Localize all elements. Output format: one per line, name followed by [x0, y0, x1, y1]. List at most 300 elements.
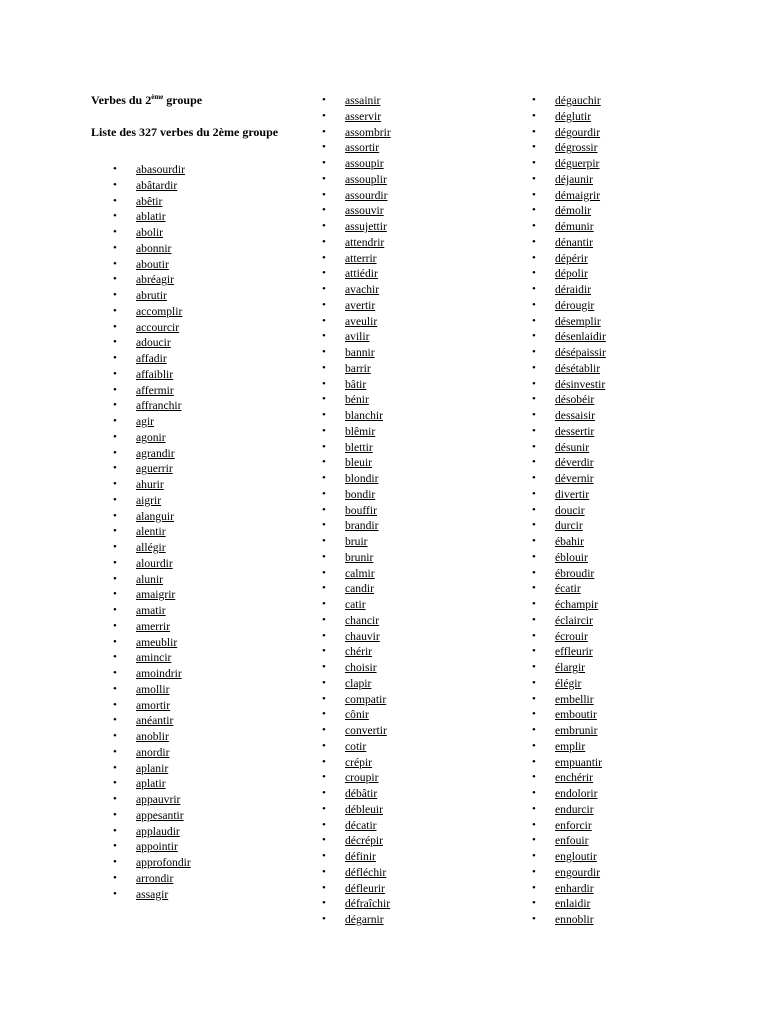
- verb-link[interactable]: désinvestir: [555, 377, 606, 391]
- list-item: [532, 424, 732, 440]
- verb-link[interactable]: candir: [345, 582, 374, 596]
- verb-link[interactable]: abolir: [136, 226, 164, 239]
- verb-link[interactable]: dénantir: [555, 235, 593, 249]
- verb-link[interactable]: dégarnir: [345, 913, 384, 926]
- list-item: [113, 619, 291, 635]
- verb-link[interactable]: anoblir: [136, 730, 169, 743]
- verb-link[interactable]: ablatir: [136, 210, 166, 224]
- verb-link[interactable]: défraîchir: [345, 897, 391, 911]
- verb-link[interactable]: amortir: [136, 698, 171, 712]
- list-item: [322, 644, 522, 660]
- verb-link[interactable]: aguerrir: [136, 462, 173, 476]
- verb-link[interactable]: désétablir: [555, 361, 601, 375]
- verb-link[interactable]: brunir: [345, 550, 374, 564]
- verb-link[interactable]: agrandir: [136, 446, 175, 460]
- list-item: [322, 219, 522, 235]
- list-item: [322, 692, 522, 708]
- list-item: [322, 770, 522, 786]
- list-item: [322, 440, 522, 456]
- verb-link[interactable]: agir: [136, 415, 155, 428]
- list-item: [113, 635, 291, 651]
- list-item: [532, 125, 732, 141]
- verb-link[interactable]: assortir: [345, 141, 380, 155]
- list-item: [322, 912, 522, 928]
- list-item: [532, 188, 732, 204]
- list-item: [532, 203, 732, 219]
- list-item: [532, 676, 732, 692]
- list-item: [113, 383, 291, 399]
- verb-link[interactable]: arrondir: [136, 871, 174, 885]
- verb-link[interactable]: avachir: [345, 283, 380, 296]
- verb-link[interactable]: atterrir: [345, 251, 377, 265]
- list-item: [532, 487, 732, 503]
- list-item: [113, 713, 291, 729]
- verb-link[interactable]: engourdir: [555, 865, 601, 879]
- verb-link[interactable]: embellir: [555, 692, 594, 706]
- verb-link[interactable]: blanchir: [345, 409, 383, 422]
- list-item: [532, 755, 732, 771]
- verb-link[interactable]: chauvir: [345, 629, 380, 643]
- list-item: [322, 881, 522, 897]
- verb-link[interactable]: désenlaidir: [555, 330, 606, 344]
- verb-link[interactable]: convertir: [345, 724, 387, 737]
- verb-link[interactable]: emplir: [555, 739, 586, 753]
- list-item: [113, 792, 291, 808]
- list-item: [532, 550, 732, 566]
- list-item: [532, 518, 732, 534]
- list-item: [532, 613, 732, 629]
- verb-link[interactable]: éclaircir: [555, 613, 593, 627]
- list-item: [322, 251, 522, 267]
- list-item: [532, 156, 732, 172]
- list-item: [532, 802, 732, 818]
- column-3: [532, 93, 732, 928]
- verb-link[interactable]: affaiblir: [136, 367, 174, 381]
- verb-link[interactable]: croupir: [345, 771, 379, 785]
- list-item: [322, 896, 522, 912]
- verb-link[interactable]: élargir: [555, 661, 586, 674]
- list-item: [322, 361, 522, 377]
- list-item: [322, 455, 522, 471]
- list-item: [532, 881, 732, 897]
- list-item: [322, 266, 522, 282]
- verb-link[interactable]: défléchir: [345, 865, 387, 879]
- list-item: [532, 298, 732, 314]
- list-item: [113, 209, 291, 225]
- list-item: [113, 398, 291, 414]
- verb-link[interactable]: bondir: [345, 487, 376, 501]
- verb-link[interactable]: alourdir: [136, 556, 173, 570]
- verb-link[interactable]: ameublir: [136, 635, 178, 649]
- list-item: [113, 225, 291, 241]
- verb-link[interactable]: ébroudir: [555, 566, 595, 580]
- list-item: [113, 698, 291, 714]
- verb-link[interactable]: aboutir: [136, 257, 169, 271]
- list-item: [532, 723, 732, 739]
- verb-link[interactable]: désobéir: [555, 393, 595, 407]
- list-item: [322, 125, 522, 141]
- list-item: [532, 455, 732, 471]
- list-item: [322, 282, 522, 298]
- list-item: [532, 471, 732, 487]
- list-item: [532, 377, 732, 393]
- list-item: [532, 739, 732, 755]
- verb-link[interactable]: dégourdir: [555, 125, 601, 139]
- verb-link[interactable]: assouplir: [345, 172, 387, 186]
- verb-link[interactable]: démolir: [555, 204, 592, 218]
- verb-link[interactable]: attendrir: [345, 235, 385, 249]
- list-item: [532, 644, 732, 660]
- verb-link[interactable]: approfondir: [136, 856, 191, 869]
- list-item: [113, 761, 291, 777]
- verb-link[interactable]: enhardir: [555, 881, 594, 895]
- verb-link[interactable]: crépir: [345, 755, 373, 769]
- verb-link[interactable]: affranchir: [136, 399, 182, 413]
- verb-link[interactable]: alentir: [136, 525, 166, 539]
- list-item: [532, 818, 732, 834]
- verb-link[interactable]: amoindrir: [136, 667, 182, 680]
- verb-link[interactable]: chérir: [345, 645, 373, 659]
- list-item: [322, 203, 522, 219]
- verb-link[interactable]: appointir: [136, 840, 178, 854]
- list-item: [532, 93, 732, 109]
- verb-link[interactable]: démunir: [555, 220, 594, 233]
- list-item: [532, 329, 732, 345]
- list-item: [532, 865, 732, 881]
- list-item: [532, 392, 732, 408]
- list-item: [113, 320, 291, 336]
- verb-link[interactable]: assoupir: [345, 157, 384, 170]
- verb-link[interactable]: abrutir: [136, 289, 167, 302]
- list-item: [113, 524, 291, 540]
- list-item: [113, 446, 291, 462]
- verb-link[interactable]: accourcir: [136, 320, 180, 334]
- verb-link[interactable]: bleuir: [345, 456, 373, 470]
- verb-link[interactable]: emboutir: [555, 708, 597, 722]
- list-item: [532, 219, 732, 235]
- verb-link[interactable]: affadir: [136, 352, 167, 365]
- list-item: [322, 408, 522, 424]
- list-item: [532, 266, 732, 282]
- verb-link[interactable]: catir: [345, 598, 366, 611]
- verb-link[interactable]: débleuir: [345, 802, 383, 816]
- list-item: [532, 566, 732, 582]
- verb-link[interactable]: calmir: [345, 566, 375, 580]
- list-item: [322, 833, 522, 849]
- list-item: [532, 660, 732, 676]
- list-subtitle: Liste des 327 verbes du 2ème groupe: [91, 125, 279, 139]
- verb-link[interactable]: avertir: [345, 298, 376, 312]
- verb-link[interactable]: définir: [345, 850, 376, 863]
- verb-link[interactable]: désépaissir: [555, 346, 606, 359]
- list-item: [113, 430, 291, 446]
- list-item: [532, 408, 732, 424]
- list-item: [113, 178, 291, 194]
- verb-link[interactable]: asservir: [345, 109, 382, 123]
- verb-link[interactable]: applaudir: [136, 824, 180, 838]
- list-item: [113, 335, 291, 351]
- list-item: [322, 392, 522, 408]
- list-item: [322, 550, 522, 566]
- verb-link[interactable]: bruir: [345, 535, 368, 548]
- list-item: [113, 587, 291, 603]
- list-item: [532, 849, 732, 865]
- verb-link[interactable]: écatir: [555, 582, 581, 596]
- verb-link[interactable]: anordir: [136, 745, 170, 759]
- verb-link[interactable]: déverdir: [555, 456, 594, 470]
- verb-link[interactable]: aplatir: [136, 777, 166, 791]
- verb-link[interactable]: accomplir: [136, 304, 183, 318]
- list-item: [322, 172, 522, 188]
- verb-link[interactable]: démaigrir: [555, 188, 601, 202]
- verb-link[interactable]: chancir: [345, 613, 380, 627]
- verb-link[interactable]: embrunir: [555, 724, 598, 737]
- verb-link[interactable]: abâtardir: [136, 178, 178, 192]
- list-item: [113, 540, 291, 556]
- verb-link[interactable]: décrépir: [345, 834, 383, 848]
- list-item: [322, 93, 522, 109]
- list-item: [113, 272, 291, 288]
- list-item: [322, 471, 522, 487]
- verb-link[interactable]: enfouir: [555, 834, 589, 848]
- verb-link[interactable]: allégir: [136, 541, 166, 554]
- verb-link[interactable]: appauvrir: [136, 793, 181, 806]
- list-item: [113, 162, 291, 178]
- list-item: [113, 603, 291, 619]
- verb-link[interactable]: appesantir: [136, 808, 184, 822]
- verb-link[interactable]: empuantir: [555, 755, 603, 769]
- verb-link[interactable]: brandir: [345, 519, 379, 533]
- verb-link[interactable]: dégauchir: [555, 94, 601, 107]
- verb-link[interactable]: avilir: [345, 330, 370, 344]
- list-item: [532, 109, 732, 125]
- verb-link[interactable]: ahurir: [136, 478, 164, 491]
- list-item: [113, 477, 291, 493]
- verb-link[interactable]: alanguir: [136, 509, 174, 523]
- verb-link[interactable]: engloutir: [555, 850, 597, 863]
- list-item: [113, 808, 291, 824]
- list-item: [113, 414, 291, 430]
- list-item: [322, 597, 522, 613]
- list-item: [322, 235, 522, 251]
- list-item: [113, 509, 291, 525]
- list-item: [113, 241, 291, 257]
- list-item: [113, 871, 291, 887]
- verb-link[interactable]: dépolir: [555, 267, 588, 281]
- list-item: [113, 572, 291, 588]
- list-item: [532, 282, 732, 298]
- verb-link[interactable]: doucir: [555, 503, 585, 517]
- verb-link[interactable]: amatir: [136, 604, 166, 617]
- verb-link[interactable]: endolorir: [555, 787, 598, 800]
- list-item: [113, 776, 291, 792]
- verb-link[interactable]: déguerpir: [555, 157, 600, 170]
- list-item: [532, 361, 732, 377]
- verb-link[interactable]: clapir: [345, 676, 372, 690]
- list-item: [532, 503, 732, 519]
- verb-link[interactable]: amincir: [136, 651, 172, 665]
- verb-link[interactable]: affermir: [136, 383, 174, 397]
- verb-link[interactable]: abêtir: [136, 194, 163, 208]
- list-item: [322, 534, 522, 550]
- list-item: [532, 534, 732, 550]
- verb-link[interactable]: blêmir: [345, 424, 376, 438]
- verb-link[interactable]: dégrossir: [555, 141, 598, 155]
- list-item: [322, 629, 522, 645]
- verb-link[interactable]: anéantir: [136, 714, 174, 728]
- column-2: [322, 93, 522, 928]
- page-title: Verbes du 2ème groupe: [91, 93, 203, 107]
- verb-link[interactable]: cônir: [345, 708, 369, 722]
- list-item: [113, 650, 291, 666]
- verb-link[interactable]: débâtir: [345, 787, 378, 800]
- verb-link[interactable]: choisir: [345, 661, 377, 674]
- verb-link[interactable]: assagir: [136, 887, 169, 901]
- list-item: [322, 613, 522, 629]
- verb-link[interactable]: dessaisir: [555, 409, 595, 422]
- verb-link[interactable]: blettir: [345, 440, 373, 454]
- list-item: [532, 707, 732, 723]
- list-item: [322, 140, 522, 156]
- verb-link[interactable]: cotir: [345, 739, 367, 753]
- list-item: [113, 351, 291, 367]
- list-item: [322, 676, 522, 692]
- list-item: [322, 755, 522, 771]
- verb-link[interactable]: dessertir: [555, 424, 595, 438]
- verb-link[interactable]: barrir: [345, 361, 371, 375]
- list-item: [322, 786, 522, 802]
- verb-link[interactable]: assourdir: [345, 188, 388, 202]
- verb-link[interactable]: dévernir: [555, 472, 594, 485]
- verb-link[interactable]: divertir: [555, 487, 590, 501]
- verb-link[interactable]: échampir: [555, 598, 599, 611]
- list-item: [322, 345, 522, 361]
- verb-link[interactable]: endurcir: [555, 802, 594, 816]
- list-item: [113, 304, 291, 320]
- list-item: [532, 896, 732, 912]
- verb-link[interactable]: déglutir: [555, 109, 592, 123]
- list-item: [532, 581, 732, 597]
- verb-link[interactable]: amaigrir: [136, 588, 176, 602]
- list-item: [322, 156, 522, 172]
- verb-link[interactable]: effleurir: [555, 645, 593, 659]
- verb-link[interactable]: abasourdir: [136, 163, 185, 176]
- verb-link[interactable]: attiédir: [345, 267, 378, 281]
- list-item: [113, 745, 291, 761]
- list-item: [532, 770, 732, 786]
- verb-link[interactable]: agonir: [136, 430, 166, 444]
- verb-link[interactable]: enforcir: [555, 818, 592, 832]
- list-item: [322, 739, 522, 755]
- list-item: [113, 257, 291, 273]
- list-item: [113, 855, 291, 871]
- verb-link[interactable]: alunir: [136, 572, 164, 586]
- list-item: [532, 251, 732, 267]
- list-item: [532, 172, 732, 188]
- verb-link[interactable]: dérougir: [555, 298, 595, 312]
- verb-link[interactable]: assujettir: [345, 220, 387, 233]
- verb-link[interactable]: dépérir: [555, 251, 588, 265]
- list-item: [322, 329, 522, 345]
- verb-link[interactable]: ennoblir: [555, 913, 594, 926]
- list-item: [322, 723, 522, 739]
- list-item: [113, 682, 291, 698]
- list-item: [532, 629, 732, 645]
- list-item: [322, 581, 522, 597]
- verb-link[interactable]: abonnir: [136, 241, 172, 255]
- list-item: [532, 140, 732, 156]
- verb-link[interactable]: enlaidir: [555, 897, 591, 911]
- list-item: [322, 707, 522, 723]
- verb-link[interactable]: amerrir: [136, 619, 171, 633]
- verb-link[interactable]: assombrir: [345, 125, 391, 139]
- list-item: [322, 518, 522, 534]
- verb-link[interactable]: désemplir: [555, 314, 601, 328]
- list-item: [113, 288, 291, 304]
- list-item: [113, 556, 291, 572]
- list-item: [113, 461, 291, 477]
- verb-link[interactable]: abréagir: [136, 273, 174, 287]
- verb-link[interactable]: amollir: [136, 682, 170, 696]
- verb-link[interactable]: déraidir: [555, 283, 592, 296]
- list-item: [532, 786, 732, 802]
- list-item: [322, 566, 522, 582]
- verb-link[interactable]: bannir: [345, 346, 375, 359]
- list-item: [532, 692, 732, 708]
- list-item: [322, 188, 522, 204]
- verb-link[interactable]: déjaunir: [555, 172, 593, 186]
- list-item: [113, 729, 291, 745]
- verb-link[interactable]: désunir: [555, 440, 590, 454]
- list-item: [113, 493, 291, 509]
- list-item: [322, 865, 522, 881]
- verb-link[interactable]: aplanir: [136, 761, 169, 775]
- verb-link[interactable]: blondir: [345, 472, 379, 485]
- list-item: [532, 314, 732, 330]
- list-item: [322, 298, 522, 314]
- verb-link[interactable]: éblouir: [555, 550, 588, 564]
- verb-list-1: [91, 162, 291, 902]
- list-item: [322, 424, 522, 440]
- verb-link[interactable]: écrouir: [555, 629, 588, 643]
- verb-link[interactable]: enchérir: [555, 771, 593, 785]
- list-item: [322, 802, 522, 818]
- list-item: [532, 440, 732, 456]
- verb-link[interactable]: défleurir: [345, 881, 385, 895]
- verb-link[interactable]: ébahir: [555, 535, 584, 548]
- verb-link[interactable]: bâtir: [345, 377, 367, 391]
- list-item: [322, 109, 522, 125]
- verb-link[interactable]: bouffir: [345, 503, 377, 517]
- list-item: [322, 314, 522, 330]
- list-item: [113, 839, 291, 855]
- verb-link[interactable]: assainir: [345, 94, 381, 107]
- verb-link[interactable]: aveulir: [345, 314, 378, 328]
- column-1: [91, 93, 291, 902]
- list-item: [532, 235, 732, 251]
- list-item: [322, 849, 522, 865]
- verb-link[interactable]: élégir: [555, 676, 582, 690]
- verb-link[interactable]: compatir: [345, 692, 387, 706]
- verb-link[interactable]: aigrir: [136, 493, 162, 507]
- verb-link[interactable]: durcir: [555, 519, 583, 533]
- list-item: [113, 666, 291, 682]
- verb-link[interactable]: décatir: [345, 818, 377, 832]
- verb-link[interactable]: adoucir: [136, 336, 171, 350]
- list-item: [113, 367, 291, 383]
- verb-link[interactable]: bénir: [345, 393, 369, 407]
- verb-link[interactable]: assouvir: [345, 204, 384, 218]
